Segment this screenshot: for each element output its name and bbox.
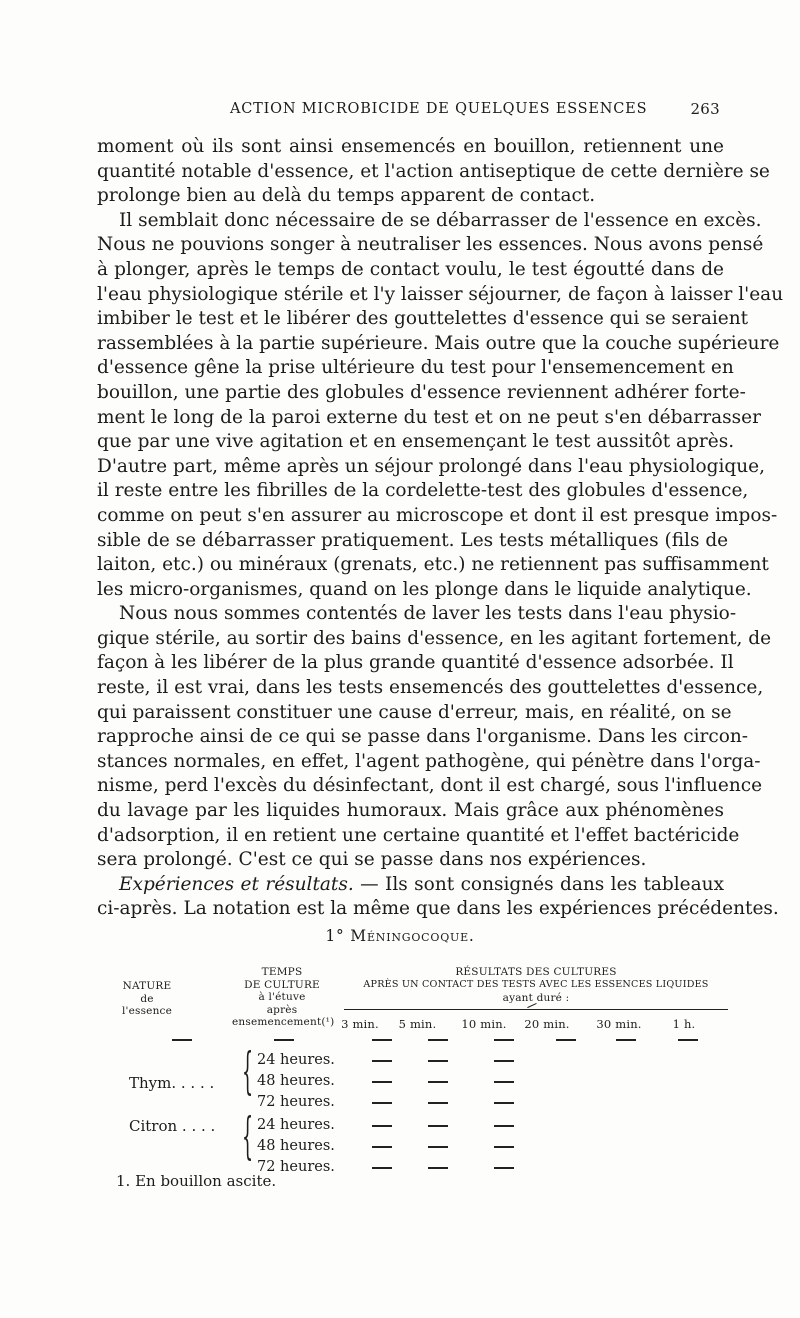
result-dash: [372, 1060, 392, 1062]
text-line: comme on peut s'en assurer au microscope et dont il est presque impos-: [97, 504, 778, 526]
duration-label: 20 min.: [524, 1017, 570, 1031]
header-nature: [112, 980, 182, 1018]
result-dash: [428, 1167, 448, 1169]
row-time: 48 heures.: [257, 1138, 335, 1154]
paragraph-1: [97, 135, 770, 209]
brace: {: [242, 1042, 254, 1100]
header-line: à l'étuve: [258, 991, 306, 1003]
text-line: [97, 873, 724, 898]
text-line: stances normales, en effet, l'agent pathogène, qui pénètre dans l'orga-: [97, 750, 761, 772]
text-line: d'essence gêne la prise ultérieure du test pour l'ensemencement en: [97, 357, 734, 379]
section-name: Méningocoque.: [350, 927, 475, 945]
text-line: l'eau physiologique stérile et l'y laisser séjourner, de façon à laisser l'eau: [97, 283, 784, 305]
result-dash: [428, 1146, 448, 1148]
text-line: il reste entre les fibrilles de la cordelette-test des globules d'essence,: [97, 480, 749, 502]
body-text: [97, 135, 784, 922]
text-line: imbiber le test et le libérer des gouttelettes d'essence qui se seraient: [97, 308, 749, 330]
page-header: [110, 98, 720, 122]
footnote: 1. En bouillon ascite.: [116, 1172, 277, 1190]
text-line: du lavage par les liquides humoraux. Mais grâce aux phénomènes: [97, 800, 724, 822]
text-line: Il semblait donc nécessaire de se débarrasser de l'essence en excès.: [119, 209, 762, 231]
text-line: laiton, etc.) ou minéraux (grenats, etc.) ne retiennent pas suffisamment: [97, 554, 769, 576]
text-line: à plonger, après le temps de contact voulu, le test égoutté dans de: [97, 258, 724, 280]
brace: {: [242, 1107, 254, 1165]
header-dash: [616, 1039, 636, 1041]
text-line: ment le long de la paroi externe du test et on ne peut s'en débarrasser: [97, 406, 761, 428]
header-line: TEMPS: [261, 966, 303, 978]
header-line: NATURE: [122, 980, 172, 992]
result-dash: [372, 1167, 392, 1169]
text-line: d'adsorption, il en retient une certaine quantité et l'effet bactéricide: [97, 824, 740, 846]
result-dash: [372, 1081, 392, 1083]
text-fragment: — Ils sont consignés dans les tableaux: [353, 873, 724, 895]
duration-label: 3 min.: [341, 1017, 379, 1031]
header-dash: [494, 1039, 514, 1041]
header-results-sub: APRÈS UN CONTACT DES TESTS AVEC LES ESSENCES LIQUIDES: [363, 979, 709, 990]
duration-label: 1 h.: [672, 1017, 696, 1031]
header-dash: [428, 1039, 448, 1041]
text-line: D'autre part, même après un séjour prolongé dans l'eau physiologique,: [97, 455, 766, 477]
header-dash: [372, 1039, 392, 1041]
result-dash: [494, 1146, 514, 1148]
result-dash: [494, 1102, 514, 1104]
section-title: [0, 927, 800, 945]
result-dash: [372, 1102, 392, 1104]
result-dash: [494, 1125, 514, 1127]
header-line: l'essence: [121, 1005, 173, 1017]
header-dash: [274, 1039, 294, 1041]
running-title: ACTION MICROBICIDE DE QUELQUES ESSENCES: [230, 101, 648, 117]
text-line: nisme, perd l'excès du désinfectant, dont il est chargé, sous l'influence: [97, 775, 763, 797]
row-time: 72 heures.: [257, 1159, 335, 1175]
row-time: 72 heures.: [257, 1094, 335, 1110]
header-line: de: [140, 992, 154, 1005]
result-dash: [428, 1081, 448, 1083]
text-line: rassemblées à la partie supérieure. Mais outre que la couche supérieure: [97, 332, 780, 354]
text-line: prolonge bien au delà du temps apparent de contact.: [97, 185, 596, 207]
text-line: façon à les libérer de la plus grande quantité d'essence adsorbée. Il: [97, 652, 734, 674]
text-line: moment où ils sont ainsi ensemencés en bouillon, retiennent une: [97, 136, 724, 157]
result-dash: [428, 1125, 448, 1127]
text-line: qui paraissent constituer une cause d'erreur, mais, en réalité, on se: [97, 701, 732, 723]
result-dash: [494, 1081, 514, 1083]
header-results-sub2: ayant duré :: [502, 992, 570, 1004]
header-dash: [556, 1039, 576, 1041]
text-line: gique stérile, au sortir des bains d'essence, en les agitant fortement, de: [97, 627, 772, 649]
header-dash: [678, 1039, 698, 1041]
row-time: 48 heures.: [257, 1073, 335, 1089]
header-dash: [172, 1039, 192, 1041]
text-line: quantité notable d'essence, et l'action antiseptique de cette dernière se: [97, 160, 770, 182]
essence-label-citron: Citron . . . .: [129, 1117, 216, 1135]
row-time: 24 heures.: [257, 1052, 335, 1068]
result-dash: [372, 1146, 392, 1148]
duration-label: 10 min.: [461, 1017, 507, 1031]
header-line: après: [266, 1003, 298, 1016]
paragraph-4: [97, 873, 779, 922]
paragraph-3: [97, 602, 772, 873]
duration-label: 5 min.: [398, 1017, 437, 1031]
text-line: reste, il est vrai, dans les tests ensemencés des gouttelettes d'essence,: [97, 677, 764, 699]
text-line: les micro-organismes, quand on les plonge dans le liquide analytique.: [97, 578, 752, 600]
page-number: 263: [690, 100, 720, 118]
text-line: Nous nous sommes contentés de laver les tests dans l'eau physio-: [119, 603, 737, 625]
text-line: que par une vive agitation et en ensemençant le test aussitôt après.: [97, 431, 735, 453]
text-line: bouillon, une partie des globules d'essence reviennent adhérer forte-: [97, 381, 746, 403]
text-line: sible de se débarrasser pratiquement. Les tests métalliques (fils de: [97, 529, 729, 551]
header-temps: [232, 966, 335, 1029]
text-line: rapproche ainsi de ce qui se passe dans l'organisme. Dans les circon-: [97, 726, 748, 748]
paragraph-2: [97, 209, 784, 603]
duration-label: 30 min.: [596, 1017, 642, 1031]
section-number: 1°: [325, 927, 345, 945]
text-line: ci-après. La notation est la même que dans les expériences précédentes.: [97, 898, 779, 920]
header-results: RÉSULTATS DES CULTURES: [455, 966, 617, 978]
result-dash: [428, 1102, 448, 1104]
header-line: ensemencement(¹): [232, 1016, 335, 1028]
text-line: Nous ne pouvions songer à neutraliser les essences. Nous avons pensé: [97, 234, 764, 256]
result-dash: [494, 1167, 514, 1169]
text-line: sera prolongé. C'est ce qui se passe dans nos expériences.: [97, 849, 647, 871]
italic-heading: Expériences et résultats.: [119, 873, 354, 895]
result-dash: [494, 1060, 514, 1062]
result-dash: [372, 1125, 392, 1127]
header-line: DE CULTURE: [244, 978, 320, 991]
row-time: 24 heures.: [257, 1117, 335, 1133]
essence-label-thym: Thym. . . . .: [129, 1074, 215, 1092]
result-dash: [428, 1060, 448, 1062]
header-rule: [344, 1009, 728, 1010]
